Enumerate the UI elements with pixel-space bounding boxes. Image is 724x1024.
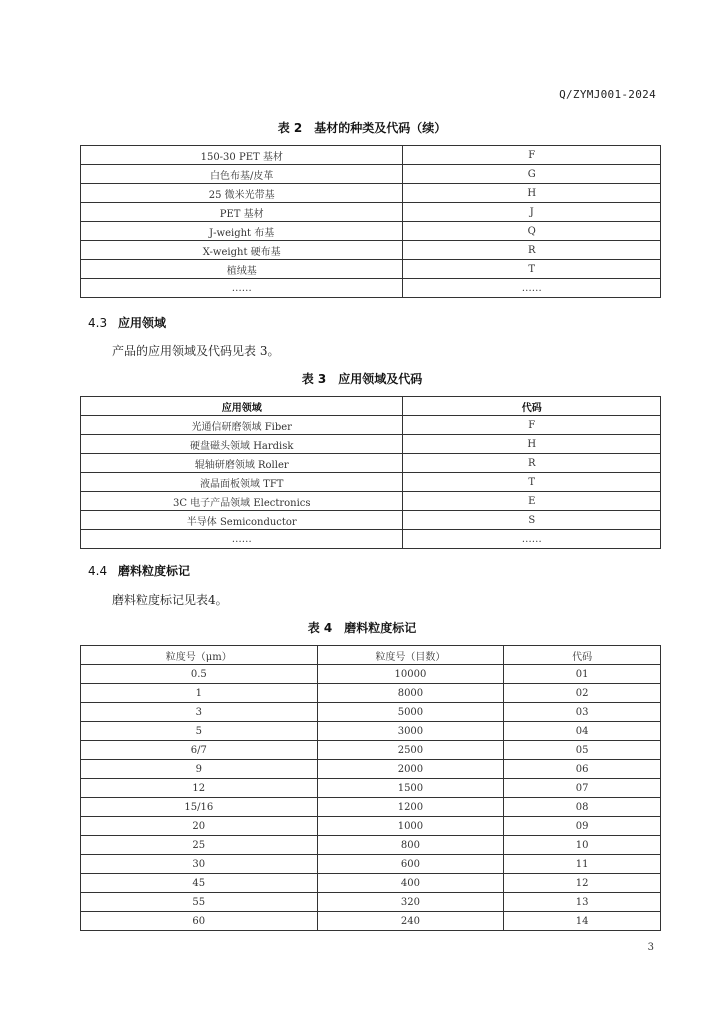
- table-cell: X-weight 硬布基: [81, 241, 403, 260]
- table-row: [81, 222, 661, 241]
- table3: [80, 396, 661, 549]
- table-cell: 2000: [317, 760, 504, 779]
- table-row: [81, 203, 661, 222]
- table-row: [81, 855, 661, 874]
- table-cell: 9: [81, 760, 318, 779]
- table-cell: J-weight 布基: [81, 222, 403, 241]
- table-row: [81, 454, 661, 473]
- table-row: [81, 165, 661, 184]
- table-cell: 10000: [317, 665, 504, 684]
- table-row: [81, 665, 661, 684]
- table-cell: 05: [504, 741, 661, 760]
- table-cell: 06: [504, 760, 661, 779]
- table3-header-cell: 应用领域: [81, 397, 403, 416]
- table-cell: 3C 电子产品领域 Electronics: [81, 492, 403, 511]
- table-cell: 12: [504, 874, 661, 893]
- table-cell: 320: [317, 893, 504, 912]
- table-row: [81, 874, 661, 893]
- table-row: [81, 260, 661, 279]
- table-cell: PET 基材: [81, 203, 403, 222]
- table4-caption: 表 4 磨料粒度标记: [307, 621, 417, 635]
- table-row: [81, 703, 661, 722]
- table-cell: 植绒基: [81, 260, 403, 279]
- table-cell: 3: [81, 703, 318, 722]
- table-cell: 60: [81, 912, 318, 931]
- table-cell: T: [403, 473, 661, 492]
- table-cell: 45: [81, 874, 318, 893]
- table-cell: E: [403, 492, 661, 511]
- table-cell: 14: [504, 912, 661, 931]
- table-cell: 半导体 Semiconductor: [81, 511, 403, 530]
- table-cell: 03: [504, 703, 661, 722]
- table-cell: 09: [504, 817, 661, 836]
- table-cell: 15/16: [81, 798, 318, 817]
- table-cell: 8000: [317, 684, 504, 703]
- table-cell: 1000: [317, 817, 504, 836]
- table-cell: ……: [81, 279, 403, 298]
- table-cell: ……: [403, 530, 661, 549]
- table-cell: 400: [317, 874, 504, 893]
- table2-caption: 表 2 基材的种类及代码（续）: [277, 121, 447, 135]
- table3-caption: 表 3 应用领域及代码: [301, 372, 423, 386]
- table-cell: R: [403, 241, 661, 260]
- table4-header-cell: 粒度号（目数）: [317, 646, 504, 665]
- table-row: [81, 779, 661, 798]
- table-row: [81, 184, 661, 203]
- section-4-4-paragraph: 磨料粒度标记见表4。: [112, 593, 228, 607]
- table-row: [81, 684, 661, 703]
- section-4-3-heading: [88, 314, 166, 331]
- table4: [80, 645, 661, 931]
- table-cell: 光通信研磨领域 Fiber: [81, 416, 403, 435]
- section-title: 应用领域: [118, 316, 167, 330]
- table-cell: H: [403, 184, 661, 203]
- table-cell: 800: [317, 836, 504, 855]
- section-4-3-paragraph: 产品的应用领域及代码见表 3。: [112, 344, 280, 358]
- table-cell: 25 微米光带基: [81, 184, 403, 203]
- table4-body: [81, 665, 661, 931]
- table-cell: 液晶面板领域 TFT: [81, 473, 403, 492]
- table-cell: 2500: [317, 741, 504, 760]
- table-cell: 5000: [317, 703, 504, 722]
- table-cell: 02: [504, 684, 661, 703]
- section-number: 4.4: [88, 564, 108, 578]
- table-row: [81, 146, 661, 165]
- table-row: [81, 817, 661, 836]
- table-cell: 6/7: [81, 741, 318, 760]
- table-cell: 30: [81, 855, 318, 874]
- table3-body: [81, 416, 661, 549]
- table-cell: 04: [504, 722, 661, 741]
- table-row: [81, 435, 661, 454]
- table-cell: 240: [317, 912, 504, 931]
- table-row: [81, 798, 661, 817]
- table-cell: 0.5: [81, 665, 318, 684]
- table-cell: 辊轴研磨领域 Roller: [81, 454, 403, 473]
- table-cell: 5: [81, 722, 318, 741]
- table-row: [81, 741, 661, 760]
- table-cell: 1200: [317, 798, 504, 817]
- table-cell: 11: [504, 855, 661, 874]
- section-number: 4.3: [88, 316, 108, 330]
- table-row: [81, 912, 661, 931]
- table2-body: [81, 146, 661, 298]
- table4-header-cell: 粒度号（μm）: [81, 646, 318, 665]
- table-cell: J: [403, 203, 661, 222]
- table-cell: 08: [504, 798, 661, 817]
- table-cell: ……: [403, 279, 661, 298]
- table-row: [81, 279, 661, 298]
- table-cell: 150-30 PET 基材: [81, 146, 403, 165]
- table-cell: 12: [81, 779, 318, 798]
- page-number: 3: [647, 942, 654, 953]
- table-row: [81, 241, 661, 260]
- table-cell: 1500: [317, 779, 504, 798]
- table-row: [81, 760, 661, 779]
- table-cell: 13: [504, 893, 661, 912]
- table3-header-cell: 代码: [403, 397, 661, 416]
- table-row: [81, 893, 661, 912]
- table-cell: 10: [504, 836, 661, 855]
- table-cell: ……: [81, 530, 403, 549]
- table-cell: F: [403, 416, 661, 435]
- table-cell: 20: [81, 817, 318, 836]
- table-cell: Q: [403, 222, 661, 241]
- table-cell: 白色布基/皮革: [81, 165, 403, 184]
- table-cell: 25: [81, 836, 318, 855]
- table-cell: 01: [504, 665, 661, 684]
- table-row: [81, 836, 661, 855]
- table-cell: 600: [317, 855, 504, 874]
- table2: [80, 145, 661, 298]
- table-cell: 55: [81, 893, 318, 912]
- table-cell: 硬盘磁头领域 Hardisk: [81, 435, 403, 454]
- table-row: [81, 416, 661, 435]
- table4-header-row: [81, 646, 661, 665]
- table-row: [81, 473, 661, 492]
- table-cell: 1: [81, 684, 318, 703]
- table-row: [81, 492, 661, 511]
- table-cell: H: [403, 435, 661, 454]
- table3-header-row: [81, 397, 661, 416]
- section-title: 磨料粒度标记: [118, 564, 191, 578]
- table-cell: 07: [504, 779, 661, 798]
- table-row: [81, 511, 661, 530]
- table-cell: 3000: [317, 722, 504, 741]
- table-cell: F: [403, 146, 661, 165]
- table-cell: T: [403, 260, 661, 279]
- table-row: [81, 530, 661, 549]
- table4-header-cell: 代码: [504, 646, 661, 665]
- table-cell: R: [403, 454, 661, 473]
- table-row: [81, 722, 661, 741]
- table-cell: S: [403, 511, 661, 530]
- table-cell: G: [403, 165, 661, 184]
- document-code: Q/ZYMJ001-2024: [559, 88, 656, 101]
- section-4-4-heading: [88, 562, 190, 579]
